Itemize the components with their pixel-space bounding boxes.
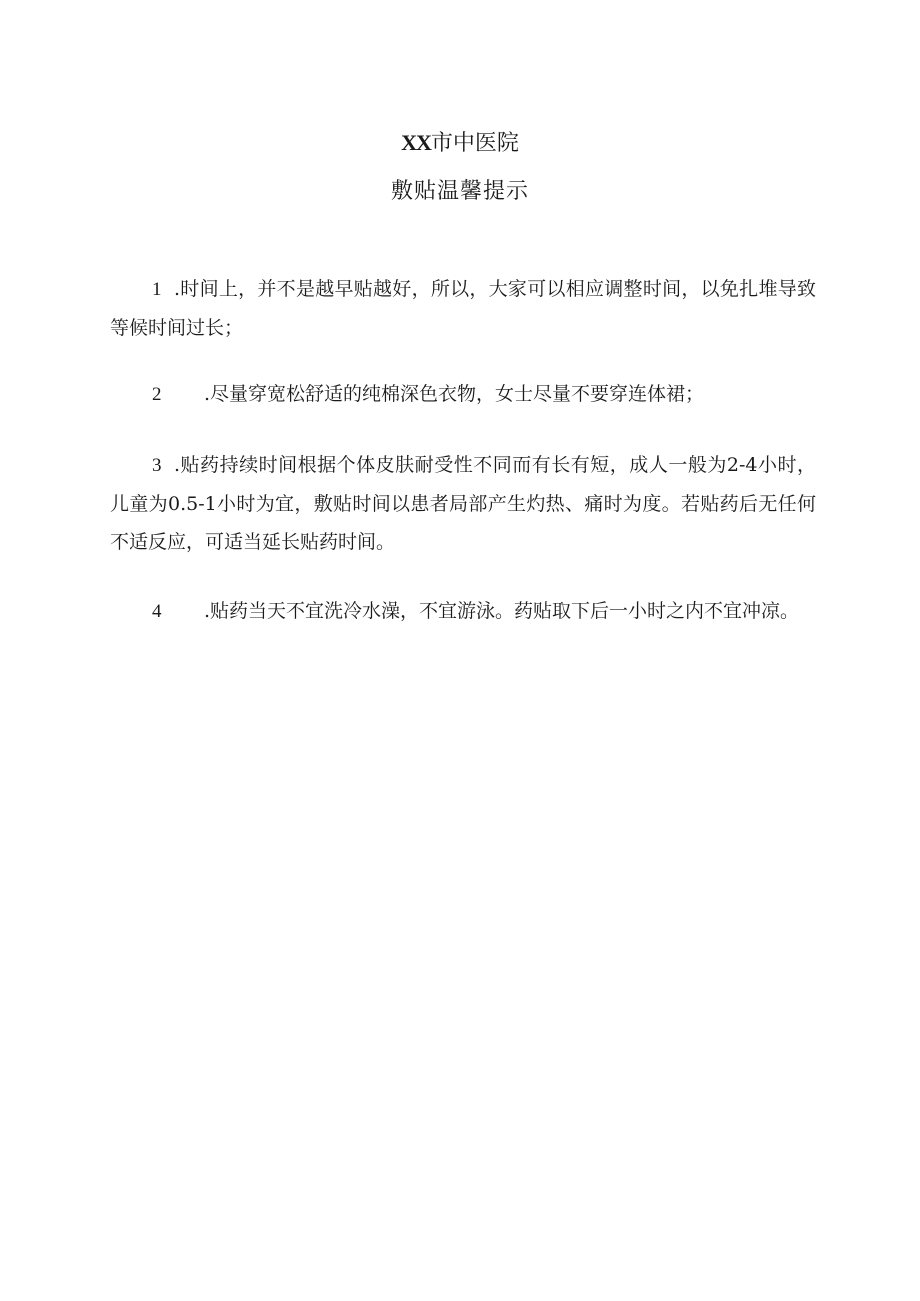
item-number: 3 [152,455,162,476]
item-text: .贴药当天不宜洗冷水澡，不宜游泳。药贴取下后一小时之内不宜冲凉。 [204,600,800,622]
hospital-title-prefix: XX [401,130,431,155]
item-number: 2 [152,384,162,405]
notice-item-1 [110,270,816,347]
item-text: .贴药持续时间根据个体皮肤耐受性不同而有长有短，成人一般为2-4小时，儿童为0.5-1小时为宜，敷贴时间以患者局部产生灼热、痛时为度。若贴药后无任何不适反应，可适当延长贴药时间。 [110,454,816,553]
notice-item-4 [110,592,816,631]
item-text: .尽量穿宽松舒适的纯棉深色衣物，女士尽量不要穿连体裙； [204,383,705,405]
hospital-title [0,128,920,159]
hospital-title-suffix: 市中医院 [430,131,519,156]
notice-subtitle: 敷贴温馨提示 [390,179,529,204]
item-number: 1 [152,279,162,300]
notice-item-3 [110,446,816,561]
item-text: .时间上，并不是越早贴越好，所以，大家可以相应调整时间，以免扎堆导致等候时间过长； [110,278,816,339]
item-number: 4 [152,601,162,622]
notice-item-2 [110,375,816,414]
